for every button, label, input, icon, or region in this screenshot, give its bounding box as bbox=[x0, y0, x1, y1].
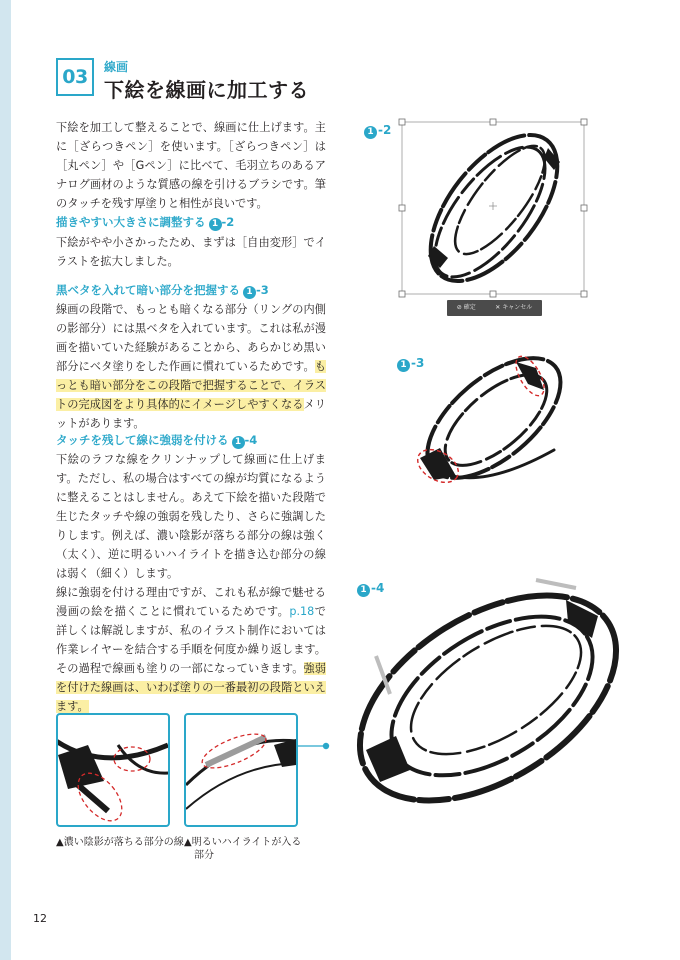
section-title: 下絵を線画に加工する bbox=[104, 78, 309, 102]
resize-paragraph bbox=[56, 233, 326, 271]
black-fill-text-end: メリットがあります。 bbox=[56, 398, 326, 430]
section-number-badge: 03 bbox=[56, 58, 94, 96]
black-fill-paragraph bbox=[56, 300, 326, 433]
cancel-label: キャンセル bbox=[502, 304, 533, 311]
detail-inset-shadow bbox=[56, 713, 170, 827]
intro-paragraph bbox=[56, 118, 326, 213]
confirm-button[interactable]: ⊘ 確定 bbox=[456, 304, 476, 311]
subheading-text: 黒ベタを入れて暗い部分を把握する bbox=[56, 283, 240, 297]
cancel-button[interactable]: ✕ キャンセル bbox=[495, 304, 533, 311]
ring-line-weight-illustration bbox=[336, 560, 640, 830]
side-bar bbox=[0, 0, 11, 960]
figure-num-circle: 1 bbox=[357, 584, 370, 597]
subheading-line-weight bbox=[56, 432, 257, 449]
caption-line-2: 部分 bbox=[194, 850, 214, 861]
figure-ref-circle: 1 bbox=[209, 218, 222, 231]
ring-transform-illustration bbox=[398, 118, 590, 298]
black-fill-text: 線画の段階で、もっとも暗くなる部分（リングの内側の影部分）には黒ベタを入れています。これは私が漫画を描いていた経験があることから、あらかじめ黒い部分にベタ塗りをした作画に慣れているためです。 bbox=[56, 303, 326, 373]
subheading-resize bbox=[56, 214, 234, 231]
detail-inset-highlight bbox=[184, 713, 298, 827]
figure-ref-circle: 1 bbox=[243, 286, 256, 299]
line-weight-text-1: 下絵のラフな線をクリンナップして線画に仕上げます。ただし、私の場合はすべての線が均質になるように整えることはしません。あえて下絵を描いた段階で生じたタッチや線の強弱を残したり、さらに強調したりします。例えば、濃い陰影が落ちる部分の線は強く（太く）、逆に明るいハイライトを描き込む部分の線は弱く（細く）します。 bbox=[56, 453, 326, 580]
confirm-label: 確定 bbox=[463, 304, 476, 311]
figure-num-suffix: -2 bbox=[378, 123, 392, 137]
resize-text: 下絵がやや小さかったため、まずは［自由変形］でイラストを拡大しました。 bbox=[56, 236, 326, 268]
highlight-detail-illustration bbox=[186, 715, 296, 825]
line-weight-text-2b: で詳しくは解説しますが、私のイラスト制作においては作業レイヤーを結合する手順を何度か繰り返します。その過程で線画も塗りの一部になっていきます。 bbox=[56, 605, 326, 675]
line-weight-paragraph bbox=[56, 450, 326, 716]
subheading-text: タッチを残して線に強弱を付ける bbox=[56, 433, 229, 447]
figure-ref-suffix: -3 bbox=[256, 283, 269, 297]
figure-num-circle: 1 bbox=[397, 359, 410, 372]
shadow-detail-illustration bbox=[58, 715, 168, 825]
transform-toolbar bbox=[447, 300, 542, 316]
figure-num-suffix: -3 bbox=[411, 356, 425, 370]
connector-line bbox=[298, 740, 332, 752]
highlighted-text: もっとも暗い部分をこの段階で把握することで、イラストの完成図をより具体的にイメージしやすくなる bbox=[56, 360, 326, 411]
subheading-black-fill bbox=[56, 282, 269, 299]
figure-ref-suffix: -4 bbox=[244, 433, 258, 447]
caption-highlight bbox=[184, 836, 301, 862]
section-category: 線画 bbox=[104, 60, 129, 74]
page-number: 12 bbox=[33, 912, 47, 925]
figure-num-suffix: -4 bbox=[371, 581, 385, 595]
intro-text: 下絵を加工して整えることで、線画に仕上げます。主に［ざらつきペン］を使います。［ざらつきペン］は［丸ペン］や［Gペン］に比べて、毛羽立ちのあるアナログ画材のような質感の線を引けるブラシです。筆のタッチを残す厚塗りと相性が良いです。 bbox=[56, 121, 326, 210]
caption-line-1: ▲明るいハイライトが入る bbox=[184, 837, 302, 848]
highlighted-text: 強弱を付けた線画は、いわば塗りの一番最初の段階といえます。 bbox=[56, 662, 326, 713]
line-weight-text-2a: 線に強弱を付ける理由ですが、これも私が線で魅せる漫画の絵を描くことに慣れているためです。 bbox=[56, 586, 326, 618]
page-reference-link[interactable]: p.18 bbox=[289, 605, 315, 618]
subheading-text: 描きやすい大きさに調整する bbox=[56, 215, 206, 229]
figure-ref-circle: 1 bbox=[232, 436, 245, 449]
caption-shadow: ▲濃い陰影が落ちる部分の線 bbox=[56, 837, 184, 848]
figure-ref-suffix: -2 bbox=[221, 215, 235, 229]
figure-num-circle: 1 bbox=[364, 126, 377, 139]
ring-black-fill-illustration bbox=[404, 340, 584, 500]
figure-label-1-2 bbox=[364, 123, 391, 139]
